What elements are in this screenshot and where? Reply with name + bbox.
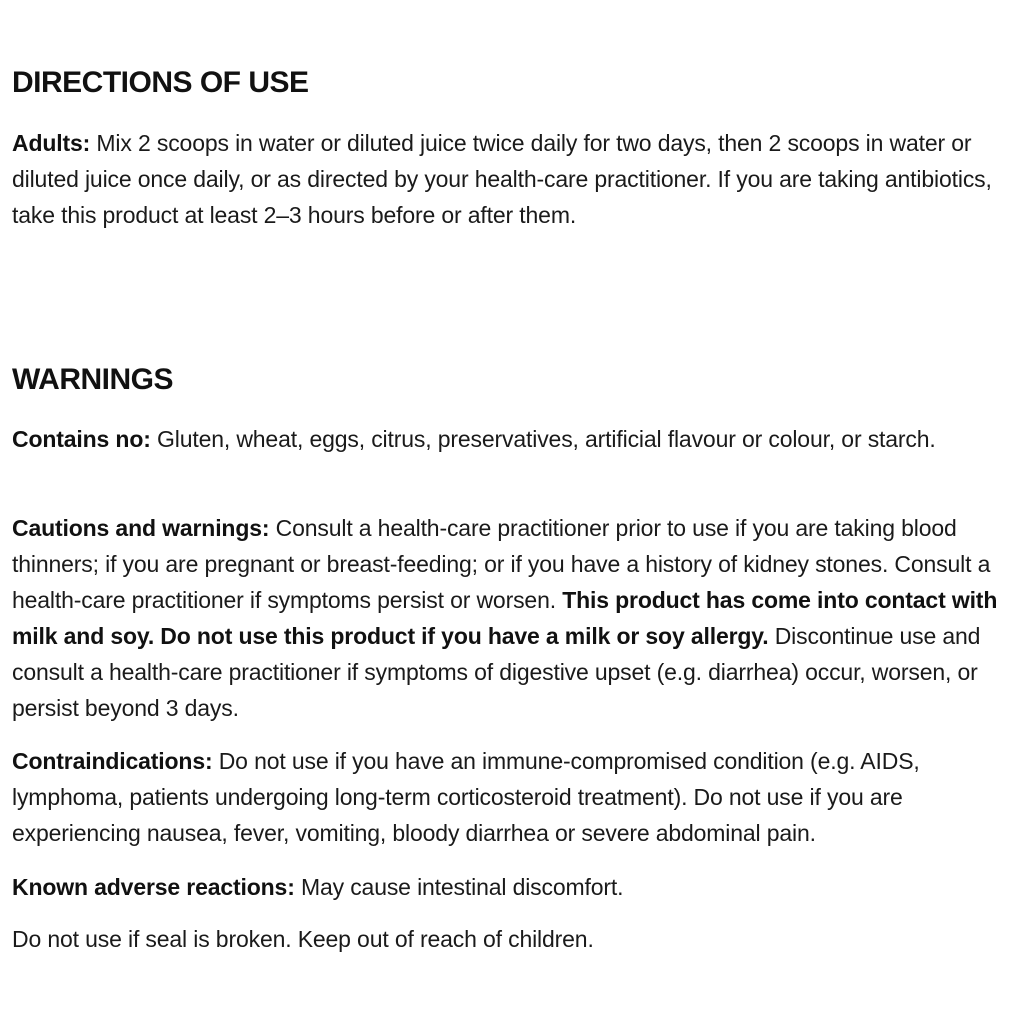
cautions-text-1: Consult a health-care practitioner prior to use if you are taking blood thinners; if you are pregnant or breast-feeding; or if you have a history of kidney stones. Consult a health-care practitioner if symptoms persist or worsen. — [12, 515, 991, 613]
adverse-reactions-label: Known adverse reactions: — [12, 874, 295, 900]
cautions-paragraph — [12, 510, 1022, 726]
adverse-reactions-text: May cause intestinal discomfort. — [294, 874, 624, 900]
adverse-reactions-paragraph — [12, 869, 1022, 905]
cautions-text-2: Discontinue use and consult a health-care practitioner if symptoms of digestive upset (e.g. diarrhea) occur, worsen, or persist beyond 3 days. — [12, 623, 981, 721]
contains-no-text: Gluten, wheat, eggs, citrus, preservatives, artificial flavour or colour, or starch. — [150, 426, 936, 452]
adults-text: Mix 2 scoops in water or diluted juice twice daily for two days, then 2 scoops in water or diluted juice once daily, or as directed by your health-care practitioner. If you are taking antibiotics, take this product at least 2–3 hours before or after them. — [12, 130, 992, 228]
contraindications-paragraph — [12, 743, 1022, 851]
contains-no-paragraph — [12, 421, 1022, 457]
allergy-warning: This product has come into contact with milk and soy. Do not use this product if you have a milk or soy allergy. — [12, 587, 998, 649]
adults-paragraph — [12, 125, 1022, 233]
directions-heading: DIRECTIONS OF USE — [12, 66, 309, 99]
contains-no-label: Contains no: — [12, 426, 151, 452]
cautions-label: Cautions and warnings: — [12, 515, 270, 541]
contraindications-label: Contraindications: — [12, 748, 213, 774]
warnings-heading: WARNINGS — [12, 363, 173, 396]
contraindications-text: Do not use if you have an immune-compromised condition (e.g. AIDS, lymphoma, patients undergoing long-term corticosteroid treatment). Do not use if you are experiencing nausea, fever, vomiting, bloody diarrhea or severe abdominal pain. — [12, 748, 920, 846]
adults-label: Adults: — [12, 130, 91, 156]
product-label-page — [12, 0, 1018, 1024]
seal-notice: Do not use if seal is broken. Keep out of reach of children. — [12, 926, 594, 952]
